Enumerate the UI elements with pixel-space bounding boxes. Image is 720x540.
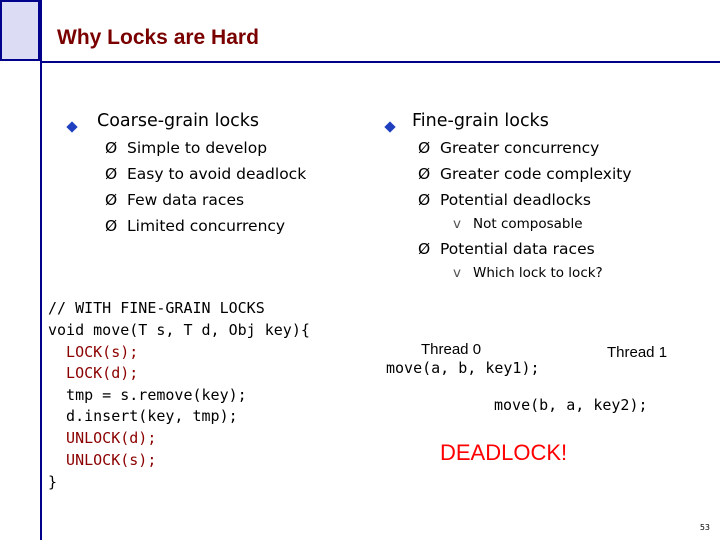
right-item-4: Ø Potential data races (418, 240, 595, 258)
code-line-8: UNLOCK(s); (48, 451, 157, 469)
thread0-label: Thread 0 (421, 341, 482, 358)
arrow-icon: Ø (105, 217, 118, 235)
thread0-call: move(a, b, key1); (386, 359, 540, 377)
code-line-2: void move(T s, T d, Obj key){ (48, 321, 310, 339)
code-line-9: } (48, 473, 58, 491)
arrow-icon: Ø (418, 139, 431, 157)
arrow-icon: Ø (105, 191, 118, 209)
code-line-4: LOCK(d); (48, 364, 139, 382)
thread1-label: Thread 1 (607, 344, 668, 361)
corner-box (0, 0, 40, 61)
slide-title: Why Locks are Hard (57, 26, 259, 49)
left-item-2: Ø Easy to avoid deadlock (105, 165, 307, 183)
diamond-icon: v (453, 216, 461, 232)
code-line-5: tmp = s.remove(key); (48, 386, 247, 404)
arrow-icon: Ø (105, 165, 118, 183)
page-number: 53 (699, 523, 710, 532)
right-note-2: v Which lock to lock? (453, 265, 603, 281)
bullet-icon (66, 121, 77, 132)
deadlock-label: DEADLOCK! (440, 440, 568, 465)
right-item-2: Ø Greater code complexity (418, 165, 632, 183)
arrow-icon: Ø (418, 191, 431, 209)
arrow-icon: Ø (418, 240, 431, 258)
left-item-3: Ø Few data races (105, 191, 245, 209)
code-line-6: d.insert(key, tmp); (48, 407, 238, 425)
arrow-icon: Ø (105, 139, 118, 157)
title-rule (42, 61, 720, 63)
left-item-4: Ø Limited concurrency (105, 217, 286, 235)
right-note-1: v Not composable (453, 216, 583, 232)
left-heading: Coarse-grain locks (97, 111, 260, 131)
diamond-icon: v (453, 265, 461, 281)
arrow-icon: Ø (418, 165, 431, 183)
code-line-1: // WITH FINE-GRAIN LOCKS (48, 299, 265, 317)
left-item-1: Ø Simple to develop (105, 139, 268, 157)
thread1-call: move(b, a, key2); (494, 396, 648, 414)
bullet-icon (384, 121, 395, 132)
right-heading: Fine-grain locks (412, 111, 549, 131)
code-line-3: LOCK(s); (48, 343, 139, 361)
left-rule (40, 0, 42, 540)
right-item-1: Ø Greater concurrency (418, 139, 600, 157)
right-item-3: Ø Potential deadlocks (418, 191, 591, 209)
code-line-7: UNLOCK(d); (48, 429, 157, 447)
